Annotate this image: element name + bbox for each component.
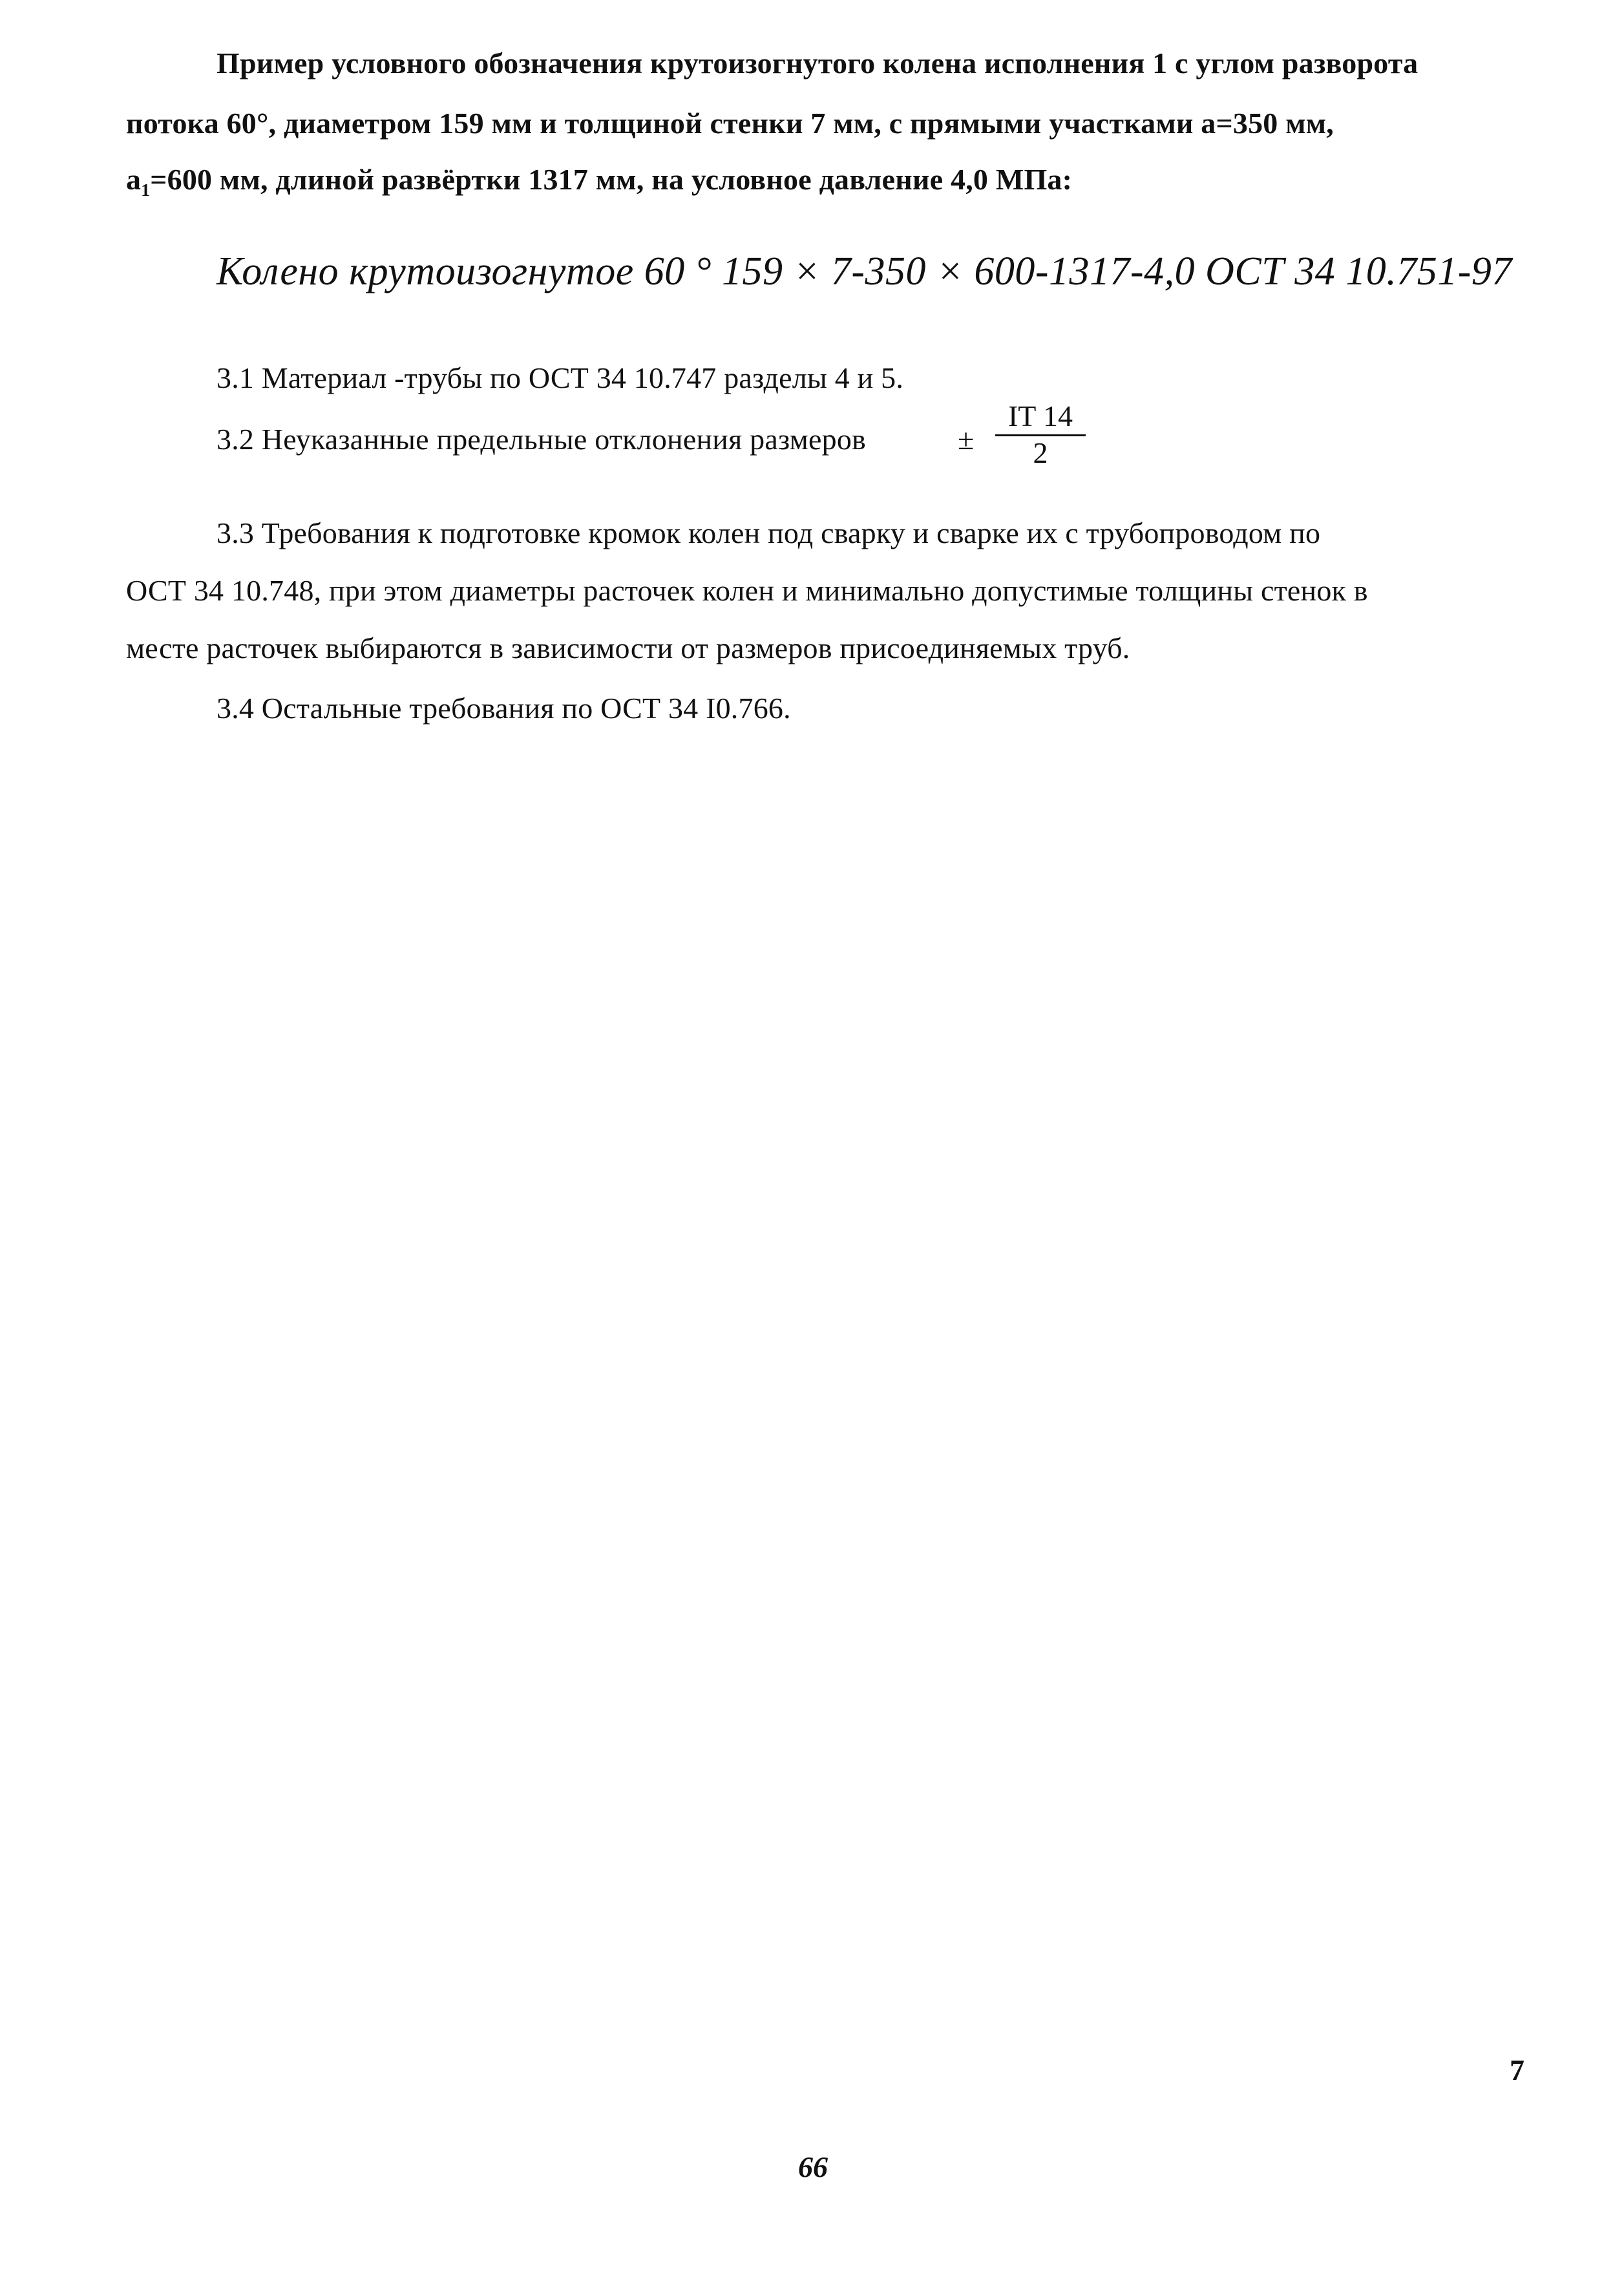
sheet-number: 7 — [1510, 2053, 1524, 2086]
item-3-3-line-2: ОСТ 34 10.748, при этом диаметры расточек колен и минимально допустимые толщины стенок в — [126, 574, 1368, 607]
designation-formula: Колено крутоизогнутое 60 ° 159 × 7-350 × 600-1317-4,0 ОСТ 34 10.751-97 — [216, 249, 1512, 293]
fraction-numerator: IT 14 — [995, 399, 1086, 436]
example-line-3-prefix: а — [126, 163, 142, 196]
plus-minus-sign: ± — [958, 423, 975, 456]
item-3-1: 3.1 Материал -трубы по ОСТ 34 10.747 разделы 4 и 5. — [216, 361, 904, 394]
item-3-2: 3.2 Неуказанные предельные отклонения размеров — [216, 423, 866, 456]
example-line-1: Пример условного обозначения крутоизогнутого колена исполнения 1 с углом разворота — [216, 47, 1418, 80]
example-line-3-subscript: 1 — [141, 180, 151, 200]
example-line-3-rest: =600 мм, длиной развёртки 1317 мм, на условное давление 4,0 МПа: — [150, 163, 1073, 196]
page-number: 66 — [798, 2150, 828, 2183]
fraction-denominator: 2 — [1033, 436, 1048, 469]
item-3-4: 3.4 Остальные требования по ОСТ 34 І0.766. — [216, 692, 791, 725]
item-3-3-line-1: 3.3 Требования к подготовке кромок колен под сварку и сварке их с трубопроводом по — [216, 516, 1321, 549]
example-line-2: потока 60°, диаметром 159 мм и толщиной стенки 7 мм, с прямыми участками а=350 мм, — [126, 107, 1334, 140]
tolerance-fraction — [995, 399, 1086, 470]
example-line-3 — [126, 162, 1072, 208]
item-3-3-line-3: месте расточек выбираются в зависимости от размеров присоединяемых труб. — [126, 631, 1130, 664]
